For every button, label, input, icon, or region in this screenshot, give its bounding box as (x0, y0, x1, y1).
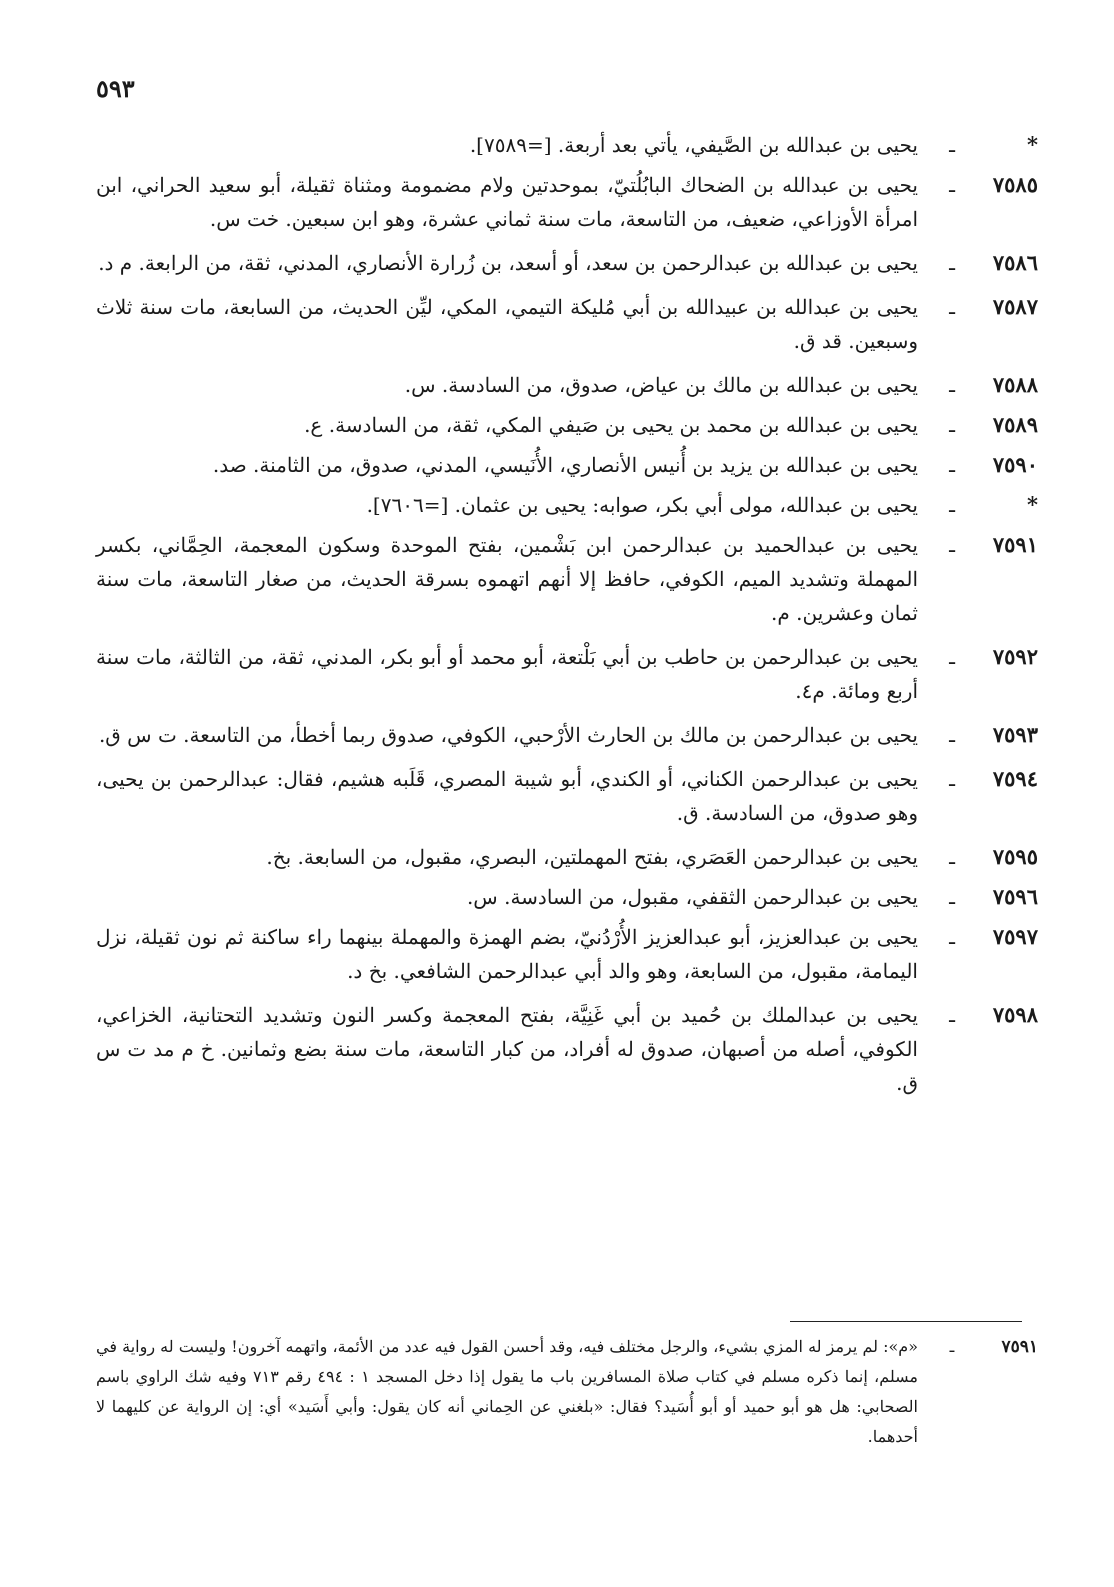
entry-number: ٧٥٩٣ (992, 722, 1038, 747)
footnote-dash: ـ (949, 1337, 955, 1356)
footnote-entry (96, 1332, 1038, 1452)
entry-dash: ـ (949, 133, 955, 157)
entry (96, 128, 1038, 162)
entry (96, 448, 1038, 482)
entry-text: يحيى بن عبدالرحمن بن مالك بن الحارث الأرْحبي، الكوفي، صدوق ربما أخطأ، من التاسعة. ت س ق. (98, 723, 918, 747)
entry (96, 488, 1038, 522)
footnote (96, 1332, 1038, 1462)
entry-text: يحيى بن عبدالله بن مالك بن عياض، صدوق، من السادسة. س. (404, 373, 918, 397)
entry-number: ٧٥٨٧ (992, 294, 1038, 319)
entry-text: يحيى بن عبدالرحمن العَصَري، بفتح المهملتين، البصري، مقبول، من السابعة. بخ. (266, 845, 918, 869)
entry-text: يحيى بن عبدالحميد بن عبدالرحمن ابن بَشْمين، بفتح الموحدة وسكون المعجمة، الحِمَّاني، بكسر المهملة وتشديد الميم، الكوفي، حافظ إلا أنهم اتهموه بسرقة الحديث، من صغار التاسعة، مات سنة ثمان وعشرين. م. (96, 533, 918, 625)
entry-number: * (1027, 132, 1038, 157)
entry (96, 246, 1038, 280)
entry-dash: ـ (949, 925, 955, 949)
entry-number: ٧٥٩٠ (992, 452, 1038, 477)
entry-dash: ـ (949, 533, 955, 557)
entry-number: ٧٥٨٨ (992, 372, 1038, 397)
entry-number: * (1027, 492, 1038, 517)
entry (96, 840, 1038, 874)
entry (96, 528, 1038, 630)
entry-text: يحيى بن عبدالله، مولى أبي بكر، صوابه: يحيى بن عثمان. [=٧٦٠٦]. (366, 493, 918, 517)
entry-text: يحيى بن عبدالله بن عبيدالله بن أبي مُليكة التيمي، المكي، ليِّن الحديث، من السابعة، مات سنة ثلاث وسبعين. قد ق. (96, 295, 918, 353)
entry-text: يحيى بن عبدالرحمن بن حاطب بن أبي بَلْتعة، أبو محمد أو أبو بكر، المدني، ثقة، من الثالثة، مات سنة أربع ومائة. م٤. (96, 645, 918, 703)
entry (96, 168, 1038, 236)
entry-dash: ـ (949, 845, 955, 869)
entry-dash: ـ (949, 723, 955, 747)
entry-dash: ـ (949, 767, 955, 791)
entry (96, 718, 1038, 752)
entry-text: يحيى بن عبدالله بن الصَّيفي، يأتي بعد أربعة. [=٧٥٨٩]. (469, 133, 918, 157)
entry-text: يحيى بن عبدالله بن الضحاك البابُلُتيّ، بموحدتين ولام مضمومة ومثناة ثقيلة، أبو سعيد الحراني، ابن امرأة الأوزاعي، ضعيف، من التاسعة، مات سنة ثماني عشرة، وهو ابن سبعين. خت س. (96, 173, 918, 231)
entry-text: يحيى بن عبدالرحمن الثقفي، مقبول، من السادسة. س. (466, 885, 918, 909)
entry-number: ٧٥٩٧ (992, 924, 1038, 949)
entry-dash: ـ (949, 295, 955, 319)
entry (96, 920, 1038, 988)
entry-dash: ـ (949, 645, 955, 669)
entry (96, 998, 1038, 1100)
entry-dash: ـ (949, 1003, 955, 1027)
footnote-number: ٧٥٩١ (1001, 1337, 1038, 1357)
entry-dash: ـ (949, 373, 955, 397)
entry-dash: ـ (949, 173, 955, 197)
entry-text: يحيى بن عبدالرحمن الكناني، أو الكندي، أبو شيبة المصري، قَلَبه هشيم، فقال: عبدالرحمن بن يحيى، وهو صدوق، من السادسة. ق. (96, 767, 918, 825)
footnote-divider (790, 1321, 1022, 1322)
entry-dash: ـ (949, 453, 955, 477)
entry-dash: ـ (949, 413, 955, 437)
entry-dash: ـ (949, 493, 955, 517)
entry-text: يحيى بن عبدالعزيز، أبو عبدالعزيز الأُرْدُنيّ، بضم الهمزة والمهملة بينهما راء ساكنة ثم نون ثقيلة، نزل اليمامة، مقبول، من السابعة، وهو والد أبي عبدالرحمن الشافعي. بخ د. (96, 925, 918, 983)
entry (96, 640, 1038, 708)
entry-text: يحيى بن عبدالله بن عبدالرحمن بن سعد، أو أسعد، بن زُرارة الأنصاري، المدني، ثقة، من الرابعة. م د. (98, 251, 918, 275)
entry (96, 408, 1038, 442)
entry (96, 368, 1038, 402)
entry-number: ٧٥٩٦ (992, 884, 1038, 909)
entry-number: ٧٥٩٨ (992, 1002, 1038, 1027)
entry-number: ٧٥٩٢ (992, 644, 1038, 669)
entry-number: ٧٥٨٦ (992, 250, 1038, 275)
biography-entries (96, 128, 1038, 1110)
entry-number: ٧٥٩٤ (992, 766, 1038, 791)
entry-text: يحيى بن عبدالله بن محمد بن يحيى بن صَيفي المكي، ثقة، من السادسة. ع. (304, 413, 918, 437)
entry-dash: ـ (949, 885, 955, 909)
entry-text: يحيى بن عبدالملك بن حُميد بن أبي غَنِيَّة، بفتح المعجمة وكسر النون وتشديد التحتانية، الخزاعي، الكوفي، أصله من أصبهان، صدوق له أفراد، من كبار التاسعة، مات سنة بضع وثمانين. خ م مد ت س ق. (96, 1003, 918, 1095)
footnote-text: «م»: لم يرمز له المزي بشيء، والرجل مختلف فيه، وقد أحسن القول فيه عدد من الأئمة، واتهمه آخرون! وليست له رواية في مسلم، إنما ذكره مسلم في كتاب صلاة المسافرين باب ما يقول إذا دخل المسجد ١ : ٤٩٤ رقم ٧١٣ وفيه شك الراوي باسم الصحابي: هل هو أبو حميد أو أبو أُسَيد؟ فقال: «بلغني عن الحِماني أنه كان يقول: وأبي أَسَيد» أي: إن الرواية عن كليهما لا أحدهما. (96, 1337, 919, 1446)
entry (96, 290, 1038, 358)
entry (96, 762, 1038, 830)
entry-text: يحيى بن عبدالله بن يزيد بن أُنيس الأنصاري، الأُنَيسي، المدني، صدوق، من الثامنة. صد. (212, 453, 918, 477)
entry-number: ٧٥٩١ (992, 532, 1038, 557)
entry-dash: ـ (949, 251, 955, 275)
entry-number: ٧٥٨٥ (992, 172, 1038, 197)
entry-number: ٧٥٩٥ (992, 844, 1038, 869)
entry-number: ٧٥٨٩ (992, 412, 1038, 437)
page-number: ٥٩٣ (96, 74, 135, 103)
entry (96, 880, 1038, 914)
